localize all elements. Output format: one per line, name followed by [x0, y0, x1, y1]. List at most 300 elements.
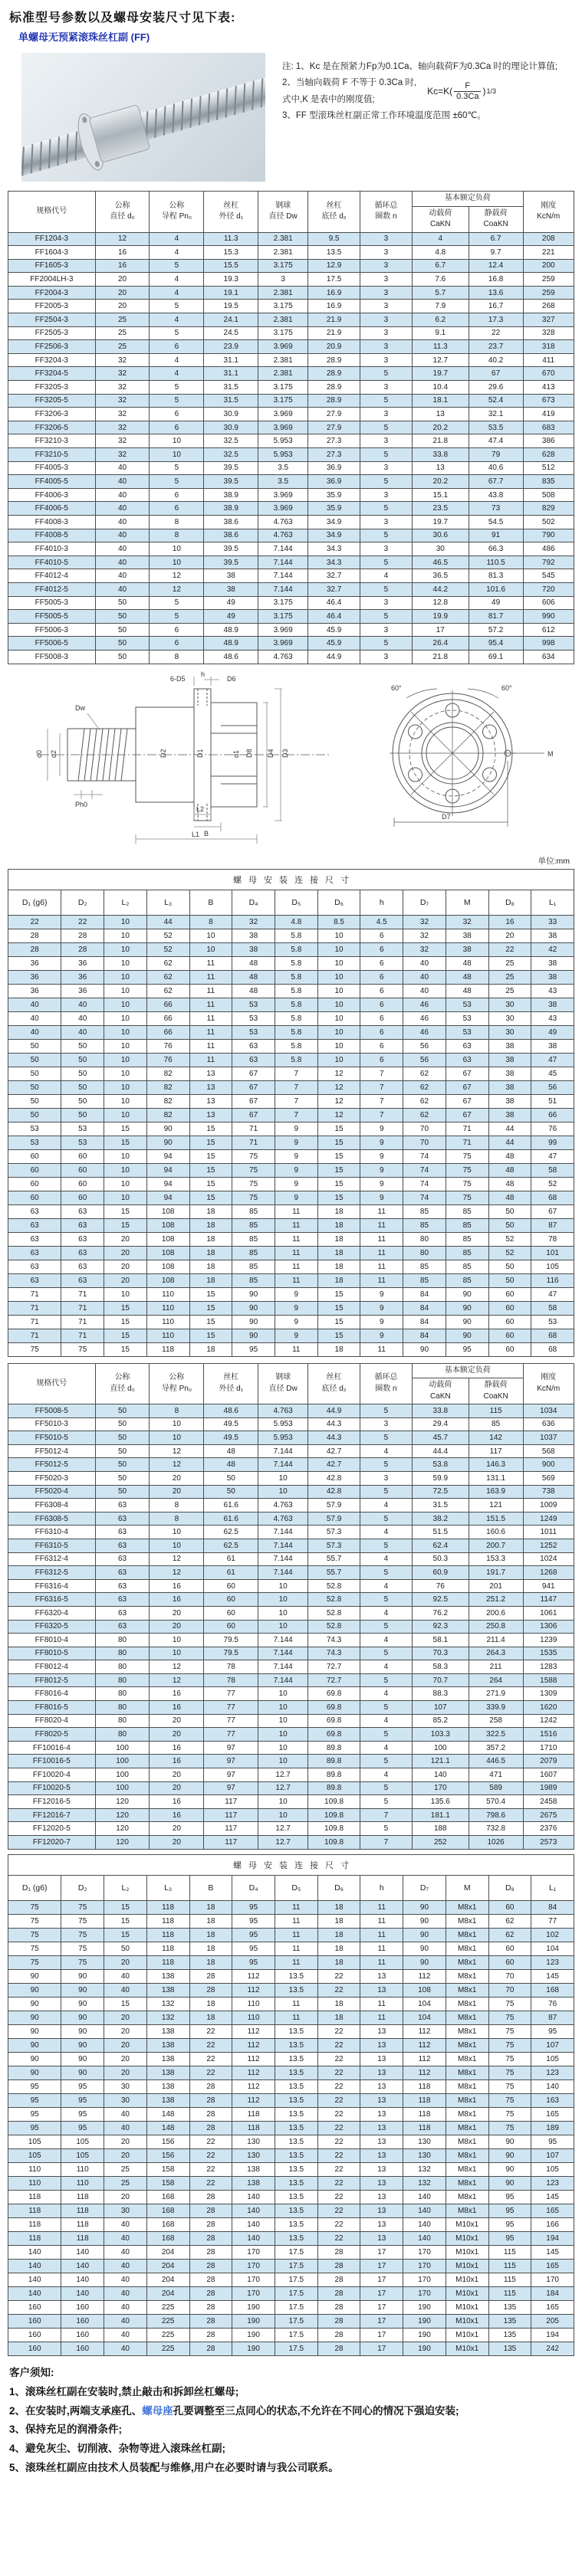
cell: 33.8 [412, 1404, 469, 1418]
cell: 71 [61, 1287, 104, 1301]
cell: 7 [360, 1808, 413, 1822]
cell: 160 [61, 2328, 104, 2342]
note-text: 5、滚珠丝杠副应由技术人员装配与维修,用户在必要时请与我公司联系。 [9, 2461, 339, 2473]
cell: 4 [150, 313, 204, 327]
cell: 10 [317, 970, 360, 984]
cell: 75 [61, 1955, 104, 1969]
cell: 52 [488, 1246, 531, 1260]
note-line-2: 2、当轴向载荷 F 不等于 0.3Ca 时, 式中,K 是表中的刚度值; Kc=K( $\frac{F}{0.3Ca}$ ) 1/3 [282, 78, 496, 104]
cell: 105 [8, 2135, 61, 2148]
cell: 95 [488, 2190, 531, 2204]
cell: 11 [275, 1246, 317, 1260]
cell: 105 [531, 2162, 574, 2176]
cell: 194 [531, 2231, 574, 2245]
cell: 85 [232, 1246, 275, 1260]
table-row [8, 1822, 574, 1836]
table-row [8, 326, 574, 340]
dim-label-dw: Dw [75, 703, 85, 712]
cell: 190 [232, 2300, 275, 2314]
cell: 76 [412, 1579, 469, 1593]
cell: 13 [360, 1969, 403, 1983]
cell: 49.5 [204, 1417, 258, 1431]
cell: 50 [8, 1053, 61, 1067]
table-row [8, 1755, 574, 1768]
cell: 170 [531, 2273, 574, 2286]
cell: 2.381 [258, 367, 308, 381]
cell: 60 [488, 1955, 531, 1969]
cell: 67 [446, 1067, 488, 1080]
cell: 40 [8, 1025, 61, 1039]
cell: 9 [360, 1315, 403, 1329]
cell: 11 [275, 1342, 317, 1356]
cell: 22 [317, 1983, 360, 1997]
cell: 10 [317, 1039, 360, 1053]
cell: FF5008-5 [8, 1404, 96, 1418]
cell: 3 [360, 488, 413, 502]
cell: 62 [403, 1080, 446, 1094]
cell: 4 [150, 286, 204, 300]
cell: 12 [150, 1444, 204, 1458]
cell: 19.5 [204, 300, 258, 313]
cell: 60 [61, 1191, 104, 1204]
cell: 1252 [523, 1539, 574, 1552]
cell: 17 [360, 2328, 403, 2342]
cell: 16.7 [469, 300, 523, 313]
cell: 16 [150, 1579, 204, 1593]
cell: 10 [104, 998, 147, 1011]
cell: 118 [146, 1900, 189, 1914]
cell: 32 [95, 367, 150, 381]
column-header: 动载荷 CaKN [412, 1378, 469, 1404]
cell: 120 [95, 1822, 150, 1836]
cell: 84 [403, 1301, 446, 1315]
cell: 62 [488, 1914, 531, 1928]
cell: 24.5 [204, 326, 258, 340]
cell: 1024 [523, 1552, 574, 1566]
cell: FF8010-4 [8, 1634, 96, 1647]
column-header: D₂ [61, 890, 104, 915]
cell: 5.953 [258, 1417, 308, 1431]
cell: 67 [469, 367, 523, 381]
cell: 5 [360, 1647, 413, 1660]
cell: 7.144 [258, 556, 308, 569]
cell: 34.9 [308, 515, 360, 529]
cell: 10 [258, 1701, 308, 1715]
cell: 6 [150, 488, 204, 502]
cell: M8x1 [446, 2162, 488, 2176]
cell: 6 [360, 970, 403, 984]
cell: 118 [8, 2204, 61, 2217]
cell: M8x1 [446, 2176, 488, 2190]
column-header: 钢球 直径 Dw [258, 192, 308, 233]
cell: 1283 [523, 1660, 574, 1674]
cell: 117 [204, 1836, 258, 1850]
cell: 5 [150, 300, 204, 313]
cell: 17.5 [275, 2314, 317, 2328]
cell: 25 [488, 984, 531, 998]
cell: 5.8 [275, 1039, 317, 1053]
cell: 76.2 [412, 1606, 469, 1620]
cell: 138 [146, 2093, 189, 2107]
cell: 11 [275, 2011, 317, 2024]
cell: 15 [104, 1342, 147, 1356]
table-row [8, 1593, 574, 1607]
cell: 5 [360, 475, 413, 489]
table-row [8, 1836, 574, 1850]
customer-note-item [9, 2420, 571, 2439]
dim-label-6-D5: 6-D5 [170, 674, 186, 683]
table-row [8, 1714, 574, 1728]
cell: 22 [317, 2052, 360, 2066]
cell: 4 [150, 273, 204, 287]
cell: 53 [61, 1122, 104, 1136]
cell: FF10016-5 [8, 1755, 96, 1768]
cell: 17 [360, 2314, 403, 2328]
cell: FF6316-4 [8, 1579, 96, 1593]
cell: 12 [317, 1094, 360, 1108]
cell: 10 [150, 434, 204, 448]
cell: 3.175 [258, 394, 308, 408]
cell: 90 [61, 2052, 104, 2066]
cell: 123 [531, 1955, 574, 1969]
cell: 11 [360, 1997, 403, 2011]
cell: 10 [104, 915, 147, 929]
cell: 110.5 [469, 556, 523, 569]
cell: 118 [403, 2107, 446, 2121]
cell: 11 [189, 956, 232, 970]
cell: 3 [360, 340, 413, 354]
cell: 8 [150, 529, 204, 542]
cell: 99 [531, 1136, 574, 1149]
cell: 3.175 [258, 381, 308, 395]
cell: 90 [403, 1900, 446, 1914]
cell: 28 [317, 2273, 360, 2286]
cell: 44.9 [308, 1404, 360, 1418]
cell: 25 [104, 2176, 147, 2190]
cell: 53 [61, 1136, 104, 1149]
cell: 170 [403, 2286, 446, 2300]
table-row [8, 596, 574, 610]
page-title: 标准型号参数以及螺母安装尺寸见下表: [9, 11, 236, 25]
cell: 10 [104, 1094, 147, 1108]
cell: 225 [146, 2300, 189, 2314]
cell: 9.1 [412, 326, 469, 340]
cell: 38.9 [204, 502, 258, 516]
cell: 163.9 [469, 1485, 523, 1499]
cell: 28.9 [308, 367, 360, 381]
cell: 190 [403, 2314, 446, 2328]
cell: 140 [232, 2231, 275, 2245]
cell: 12 [150, 1566, 204, 1580]
cell: 75 [488, 2011, 531, 2024]
cell: 10 [189, 942, 232, 956]
cell: 100 [95, 1741, 150, 1755]
mount-table-2 [8, 1854, 574, 2356]
cell: 32 [403, 929, 446, 942]
cell: 27.9 [308, 421, 360, 434]
cell: 95 [8, 2093, 61, 2107]
table-row [8, 408, 574, 421]
cell: 3 [360, 286, 413, 300]
cell: 84 [403, 1315, 446, 1329]
cell: 85 [232, 1260, 275, 1273]
cell: 67 [232, 1094, 275, 1108]
cell: 75 [488, 2052, 531, 2066]
cell: 71 [61, 1329, 104, 1342]
cell: 44.3 [308, 1431, 360, 1445]
cell: 5 [360, 1404, 413, 1418]
cell: 13 [360, 2079, 403, 2093]
cell: 110 [61, 2162, 104, 2176]
cell: 48 [204, 1444, 258, 1458]
table-row [8, 232, 574, 246]
cell: 85 [469, 1417, 523, 1431]
cell: 95 [232, 1900, 275, 1914]
cell: 40 [104, 2300, 147, 2314]
cell: FF4010-5 [8, 556, 96, 569]
cell: 11 [360, 1928, 403, 1942]
table-row [8, 1025, 574, 1039]
cell: 46 [403, 1011, 446, 1025]
cell: 44.9 [308, 650, 360, 664]
cell: 100 [412, 1741, 469, 1755]
cell: 74 [403, 1177, 446, 1191]
cell: 6 [150, 637, 204, 651]
cell: 4.763 [258, 529, 308, 542]
column-header: M [446, 1875, 488, 1900]
table-row [8, 2162, 574, 2176]
cell: 10 [104, 1108, 147, 1122]
cell: 9 [360, 1136, 403, 1149]
cell: 17.3 [469, 313, 523, 327]
cell: 50 [95, 623, 150, 637]
dim-label-B: B [204, 829, 209, 837]
column-header-group: 基本额定负荷 [412, 1363, 523, 1378]
cell: 117 [469, 1444, 523, 1458]
cell: 75 [446, 1149, 488, 1163]
cell: 22 [317, 2204, 360, 2217]
cell: FF5006-5 [8, 637, 96, 651]
cell: 11 [189, 970, 232, 984]
cell: 3.5 [258, 461, 308, 475]
cell: 52.8 [308, 1620, 360, 1634]
cell: 13 [412, 408, 469, 421]
cell: 63 [61, 1218, 104, 1232]
cell: 34.3 [308, 542, 360, 556]
cell: 13.5 [275, 2121, 317, 2135]
cell: 9 [275, 1301, 317, 1315]
cell: M8x1 [446, 2052, 488, 2066]
cell: FF2505-3 [8, 326, 96, 340]
cell: 22 [469, 326, 523, 340]
table-row [8, 367, 574, 381]
cell: 90 [232, 1315, 275, 1329]
cell: 16 [488, 915, 531, 929]
cell: 48 [488, 1177, 531, 1191]
cell: 31.1 [204, 353, 258, 367]
cell: 52.4 [469, 394, 523, 408]
cell: 60 [204, 1579, 258, 1593]
cell: 59.9 [412, 1471, 469, 1485]
cell: FF2005-3 [8, 300, 96, 313]
cell: FF3206-3 [8, 408, 96, 421]
table-row [8, 1191, 574, 1204]
cell: 13 [189, 1108, 232, 1122]
cell: M8x1 [446, 2038, 488, 2052]
cell: 109.8 [308, 1795, 360, 1809]
cell: M8x1 [446, 1900, 488, 1914]
cell: 20 [104, 2052, 147, 2066]
cell: 15 [104, 1329, 147, 1342]
cell: 47 [531, 1149, 574, 1163]
table-row [8, 1900, 574, 1914]
cell: 2458 [523, 1795, 574, 1809]
cell: 30.9 [204, 408, 258, 421]
cell: 120 [95, 1808, 150, 1822]
cell: 20 [150, 1822, 204, 1836]
cell: 28 [61, 942, 104, 956]
cell: 13.5 [275, 2107, 317, 2121]
cell: 50 [8, 1094, 61, 1108]
table-row [8, 2245, 574, 2259]
cell: 48 [488, 1163, 531, 1177]
cell: 4.763 [258, 515, 308, 529]
cell: M8x1 [446, 1997, 488, 2011]
cell: 75 [232, 1163, 275, 1177]
cell: 9 [275, 1163, 317, 1177]
cell: 16.9 [308, 300, 360, 313]
cell: 62 [146, 970, 189, 984]
cell: 318 [523, 340, 574, 354]
cell: 3 [360, 313, 413, 327]
cell: 39.5 [204, 461, 258, 475]
cell: 5 [360, 1485, 413, 1499]
column-header: D₇ [403, 1875, 446, 1900]
cell: 250.8 [469, 1620, 523, 1634]
table-row [8, 1579, 574, 1593]
cell: 7.144 [258, 1444, 308, 1458]
cell: 58.1 [412, 1634, 469, 1647]
cell: 1535 [523, 1647, 574, 1660]
cell: 10 [150, 1647, 204, 1660]
cell: M8x1 [446, 2093, 488, 2107]
cell: 471 [469, 1768, 523, 1782]
cell: 3 [360, 273, 413, 287]
cell: 90 [61, 1969, 104, 1983]
cell: 15 [317, 1149, 360, 1163]
cell: 28 [61, 929, 104, 942]
cell: 48 [446, 970, 488, 984]
cell: 89.8 [308, 1741, 360, 1755]
cell: 121 [469, 1499, 523, 1512]
cell: 54.5 [469, 515, 523, 529]
cell: 112 [232, 2052, 275, 2066]
table-row [8, 998, 574, 1011]
cell: 50 [61, 1067, 104, 1080]
cell: 57.2 [469, 623, 523, 637]
cell: 9 [360, 1163, 403, 1177]
table-row [8, 461, 574, 475]
cell: 10 [150, 1526, 204, 1539]
cell: 170 [403, 2259, 446, 2273]
cell: 5.8 [275, 1025, 317, 1039]
cell: 357.2 [469, 1741, 523, 1755]
cell: 20 [104, 2148, 147, 2162]
cell: 38 [488, 1053, 531, 1067]
cell: 170 [232, 2245, 275, 2259]
cell: 67 [531, 1204, 574, 1218]
cell: 5.953 [258, 448, 308, 462]
formula-fraction: $\frac{F}{0.3Ca}$ [454, 81, 481, 102]
cell: 13.5 [275, 2162, 317, 2176]
cell: 50 [61, 1039, 104, 1053]
column-header: h [360, 890, 403, 915]
cell: 200 [523, 259, 574, 273]
column-header: B [189, 890, 232, 915]
cell: FF5006-3 [8, 623, 96, 637]
cell: 11 [189, 1011, 232, 1025]
table-row [8, 1431, 574, 1445]
cell: 11 [275, 1928, 317, 1942]
cell: FF4006-3 [8, 488, 96, 502]
cell: 32 [95, 408, 150, 421]
cell: 112 [403, 2066, 446, 2079]
cell: 39.5 [204, 556, 258, 569]
cell: 138 [146, 1969, 189, 1983]
column-header: D₁ (g6) [8, 890, 61, 915]
cell: 85.2 [412, 1714, 469, 1728]
cell: 8 [150, 650, 204, 664]
cell: 3 [360, 623, 413, 637]
cell: 32 [95, 394, 150, 408]
cell: 25 [488, 970, 531, 984]
cell: 15 [189, 1329, 232, 1342]
nut-drawing-section [8, 669, 574, 852]
cell: 118 [8, 2190, 61, 2204]
cell: 32.5 [204, 448, 258, 462]
cell: 104 [531, 1942, 574, 1955]
cell: 28 [189, 2328, 232, 2342]
cell: M8x1 [446, 1969, 488, 1983]
cell: 18 [317, 1273, 360, 1287]
cell: 38 [488, 1094, 531, 1108]
cell: 95 [61, 2093, 104, 2107]
cell: 67 [232, 1080, 275, 1094]
cell: 90 [403, 1955, 446, 1969]
cell: 2.381 [258, 313, 308, 327]
cell: 20 [150, 1606, 204, 1620]
cell: 30.9 [204, 421, 258, 434]
cell: 16 [150, 1795, 204, 1809]
table-row [8, 1647, 574, 1660]
cell: 48.6 [204, 650, 258, 664]
cell: 32 [95, 421, 150, 434]
cell: 97 [204, 1781, 258, 1795]
cell: 12.7 [258, 1768, 308, 1782]
cell: 1011 [523, 1526, 574, 1539]
table-row [8, 1781, 574, 1795]
cell: 62 [403, 1108, 446, 1122]
table-row [8, 1620, 574, 1634]
table-row [8, 1053, 574, 1067]
cell: FF4012-5 [8, 582, 96, 596]
column-header: 钢球 直径 Dw [258, 1363, 308, 1404]
cell: 322.5 [469, 1728, 523, 1742]
cell: 25 [104, 2162, 147, 2176]
cell: 38 [488, 1080, 531, 1094]
cell: 108 [146, 1218, 189, 1232]
cell: 66 [146, 998, 189, 1011]
